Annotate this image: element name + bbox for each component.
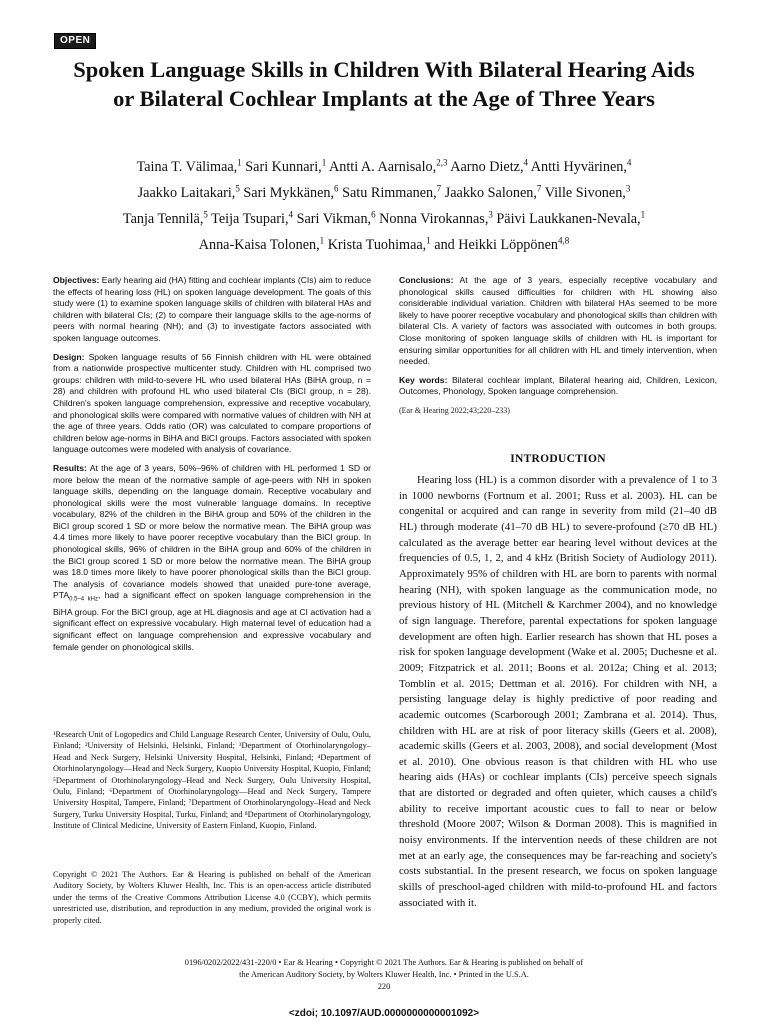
page-number: 220	[377, 982, 391, 991]
abstract-design: Design: Spoken language results of 56 Finnish children with HL were obtained from a nationwide prospective multicenter study. Children with HL comprised two groups: children with mild-to-severe HL who used bilateral HAs (BiHA group, n = 28) and children with profound HL who used bilateral CIs (BiCI group, n = 28). Children's spoken language comprehension, expressive and receptive vocabulary, and phonological skills were compared with normative values of children with NH at the age of three years. Odds ratio (OR) was calculated to compare proportions of children below age-norms in BiHA and BiCI groups. Factors associated with spoken language outcomes were modeled with analysis of covariance.	[53, 351, 371, 455]
abstract-results: Results: At the age of 3 years, 50%–96% of children with HL performed 1 SD or more below the mean of the normative sample of age-peers with NH in spoken language skills, depending on the language domain. Receptive vocabulary and phonological skills were the most vulnerable language domains. In receptive vocabulary, 82% of the children in the BiHA group and 50% of the children in the BiCI group scored 1 SD or more below the normative mean. The BiHA group was 4.4 times more likely to have poorer receptive vocabulary than the BiCI group. In phonological skills, 96% of children in the BiHA group and 60% of the children in the BiCI group scored 1 SD or more below the normative mean. The BiHA group was 18.0 times more likely to have poorer phonological skills than the BiCI group. The analysis of covariance models showed that unaided pure-tone average, $PTA_{0.5-4 kHz}$, had a significant effect on spoken language comprehension in the BiHA group. For the BiCI group, age at HL diagnosis and age at CI activation had a significant effect on expressive vocabulary. High maternal level of education had a significant effect on language comprehension and expressive vocabulary and female gender on phonological skills.	[53, 462, 371, 652]
footer-line: 0196/0202/2022/431-220/0 • Ear & Hearing • Copyright © 2021 The Authors. Ear & Hearing is published on behalf of	[184, 958, 584, 967]
author: Antti Hyvärinen,$^4$	[530, 157, 632, 175]
author: Sari Mykkänen,$^6$	[243, 183, 339, 201]
abstract-keywords: Key words: Bilateral cochlear implant, Bilateral hearing aid, Children, Lexicon, Outcomes, Phonology, Spoken language comprehension.	[399, 374, 717, 397]
abstract-conclusions: Conclusions: At the age of 3 years, especially receptive vocabulary and phonological skills caused difficulties for children with HL showing also considerable individual variation. Children with bilateral HAs seemed to be more likely to have poorer receptive vocabulary and phonological skills than children with bilateral CIs. A variety of factors was associated with outcomes in both groups. Close monitoring of spoken language skills of children with HL is important for ensuring similar opportunities for all children with HL and timely intervention, when needed.	[399, 275, 717, 367]
author: Teija Tsupari,$^4$	[211, 209, 294, 228]
author: Anna-Kaisa Tolonen,$^1$	[198, 235, 325, 254]
author: Tanja Tennilä,$^5$	[122, 209, 208, 228]
article-title: Spoken Language Skills in Children With Bilateral Hearing Aids or Bilateral Cochlear Implants at the Age of Three Years	[73, 57, 695, 111]
author: Päivi Laukkanen-Nevala,$^1$	[496, 209, 646, 228]
copyright-notice: Copyright © 2021 The Authors. Ear & Hearing is published on behalf of the American Auditory Society, by Wolters Kluwer Health, Inc. This is an open-access article distributed under the terms of the Creative Commons Attribution License 4.0 (CCBY), which permits unrestricted use, distribution, and reproduction in any medium, provided the original work is properly cited.	[53, 870, 371, 925]
open-access-badge: OPEN	[54, 33, 96, 49]
affiliations: ¹Research Unit of Logopedics and Child Language Research Center, University of Oulu, Oulu, Finland; ²University of Helsinki, Helsinki, Finland; ³Department of Otorhinolaryngology–Head and Neck Surgery, Helsinki University Hospital, Helsinki, Finland; ⁴Department of Otorhinolaryngology—Head and Neck Surgery, Kuopio University Hospital, Kuopio, Finland; ⁵Department of Otorhinolaryngology–Head and Neck Surgery, Oulu University Hospital, Oulu, Finland; ⁶Department of Otorhinolaryngology—Head and Neck Surgery, Tampere University Hospital, Tampere, Finland; ⁷Department of Otorhinolaryngology–Head and Neck Surgery, Turku University Hospital, Turku, Finland; and ⁸Department of Otorhinolaryngology, Institute of Clinical Medicine, University of Eastern Finland, Kuopio, Finland.	[53, 730, 371, 831]
author: Jaakko Salonen,$^7$	[444, 183, 542, 201]
author: Sari Vikman,$^6$	[296, 209, 376, 228]
author: Antti A. Aarnisalo,$^{2,3}$	[329, 157, 448, 175]
abstract-right-column	[399, 275, 717, 424]
author: Ville Sivonen,$^3$	[544, 183, 631, 201]
introduction-body: Hearing loss (HL) is a common disorder with a prevalence of 1 to 3 in 1000 newborns (Fortnum et al. 2001; Russ et al. 2003). HL can be congenital or acquired and can range in severity from mild (21–40 dB HL) through moderate (41–70 dB HL) to severe-profound (≥70 dB HL) calculated as the average better ear hearing level without devices at the frequencies of 0.5, 1, 2, and 4 kHz (British Society of Audiology 2011). Approximately 95% of children with HL are born to parents with normal hearing (NH), with spoken language as the communication mode, no previous history of HL (Mitchell & Karchmer 2004), and no knowledge of sign language. Therefore, parental expectations for spoken language development are often high. Earlier research has shown that HL poses a risk for spoken language development (Wake et al. 2005; Duchesne et al. 2009; Fitzpatrick et al. 2011; Boons et al. 2012a; Ching et al. 2013; Tomblin et al. 2015; Dettman et al. 2016). For children with NH, a persisting language delay is highly predictive of poor reading and academic outcomes (Scarborough 2001; Zambrana et al. 2014). Thus, children with HL are at risk of poor literacy skills (Geers et al. 2008), academic skills (Geers et al. 2003, 2008), and social development (Most et al. 2010). One obvious reason is that children with HL who use hearing aids (HAs) or cochlear implants (CIs) perceive speech signals that are distorted or degraded and often quieter, which causes a child's ability to receive important acoustic cues to fall to near or below threshold (Moore 2007; Wilson & Dorman 2008). This is magnified in noisy environments. If the intervention needs of these children are not met at an early age, the consequences may be far-reaching and society's costs substantial. In the present research, we focus on spoken language skills of preschool-aged children with mild-to-profound HL and factors associated with it.	[399, 474, 717, 909]
footer-line: the American Auditory Society, by Wolters Kluwer Health, Inc. • Printed in the U.S.A.	[239, 969, 529, 979]
author: and Heikki Löppönen$^{4,8}$	[434, 235, 570, 254]
introduction-heading: INTRODUCTION	[510, 453, 606, 465]
abstract-left-column	[53, 275, 371, 660]
author-list	[60, 152, 708, 257]
author: Sari Kunnari,$^1$	[245, 157, 327, 175]
author: Taina T. Välimaa,$^1$	[136, 157, 242, 175]
page-footer	[100, 957, 668, 980]
author: Aarno Dietz,$^4$	[450, 157, 528, 175]
author: Jaakko Laitakari,$^5$	[137, 183, 240, 201]
doi-link[interactable]: <zdoi; 10.1097/AUD.0000000000001092>	[288, 1008, 480, 1019]
author: Satu Rimmanen,$^7$	[342, 183, 442, 201]
abstract-objectives: Objectives: Early hearing aid (HA) fitting and cochlear implants (CIs) aim to reduce the effects of hearing loss (HL) on spoken language development. The goals of this study were (1) to examine spoken language skills of children with bilateral HAs and children with bilateral CIs; (2) to compare their language skills to the age-norms of peers with normal hearing (NH); and (3) to investigate factors associated with spoken language outcomes.	[53, 275, 371, 343]
author: Nonna Virokannas,$^3$	[379, 209, 493, 228]
journal-citation: (Ear & Hearing 2022;43;220–233)	[399, 405, 510, 415]
author: Krista Tuohimaa,$^1$	[327, 235, 431, 254]
